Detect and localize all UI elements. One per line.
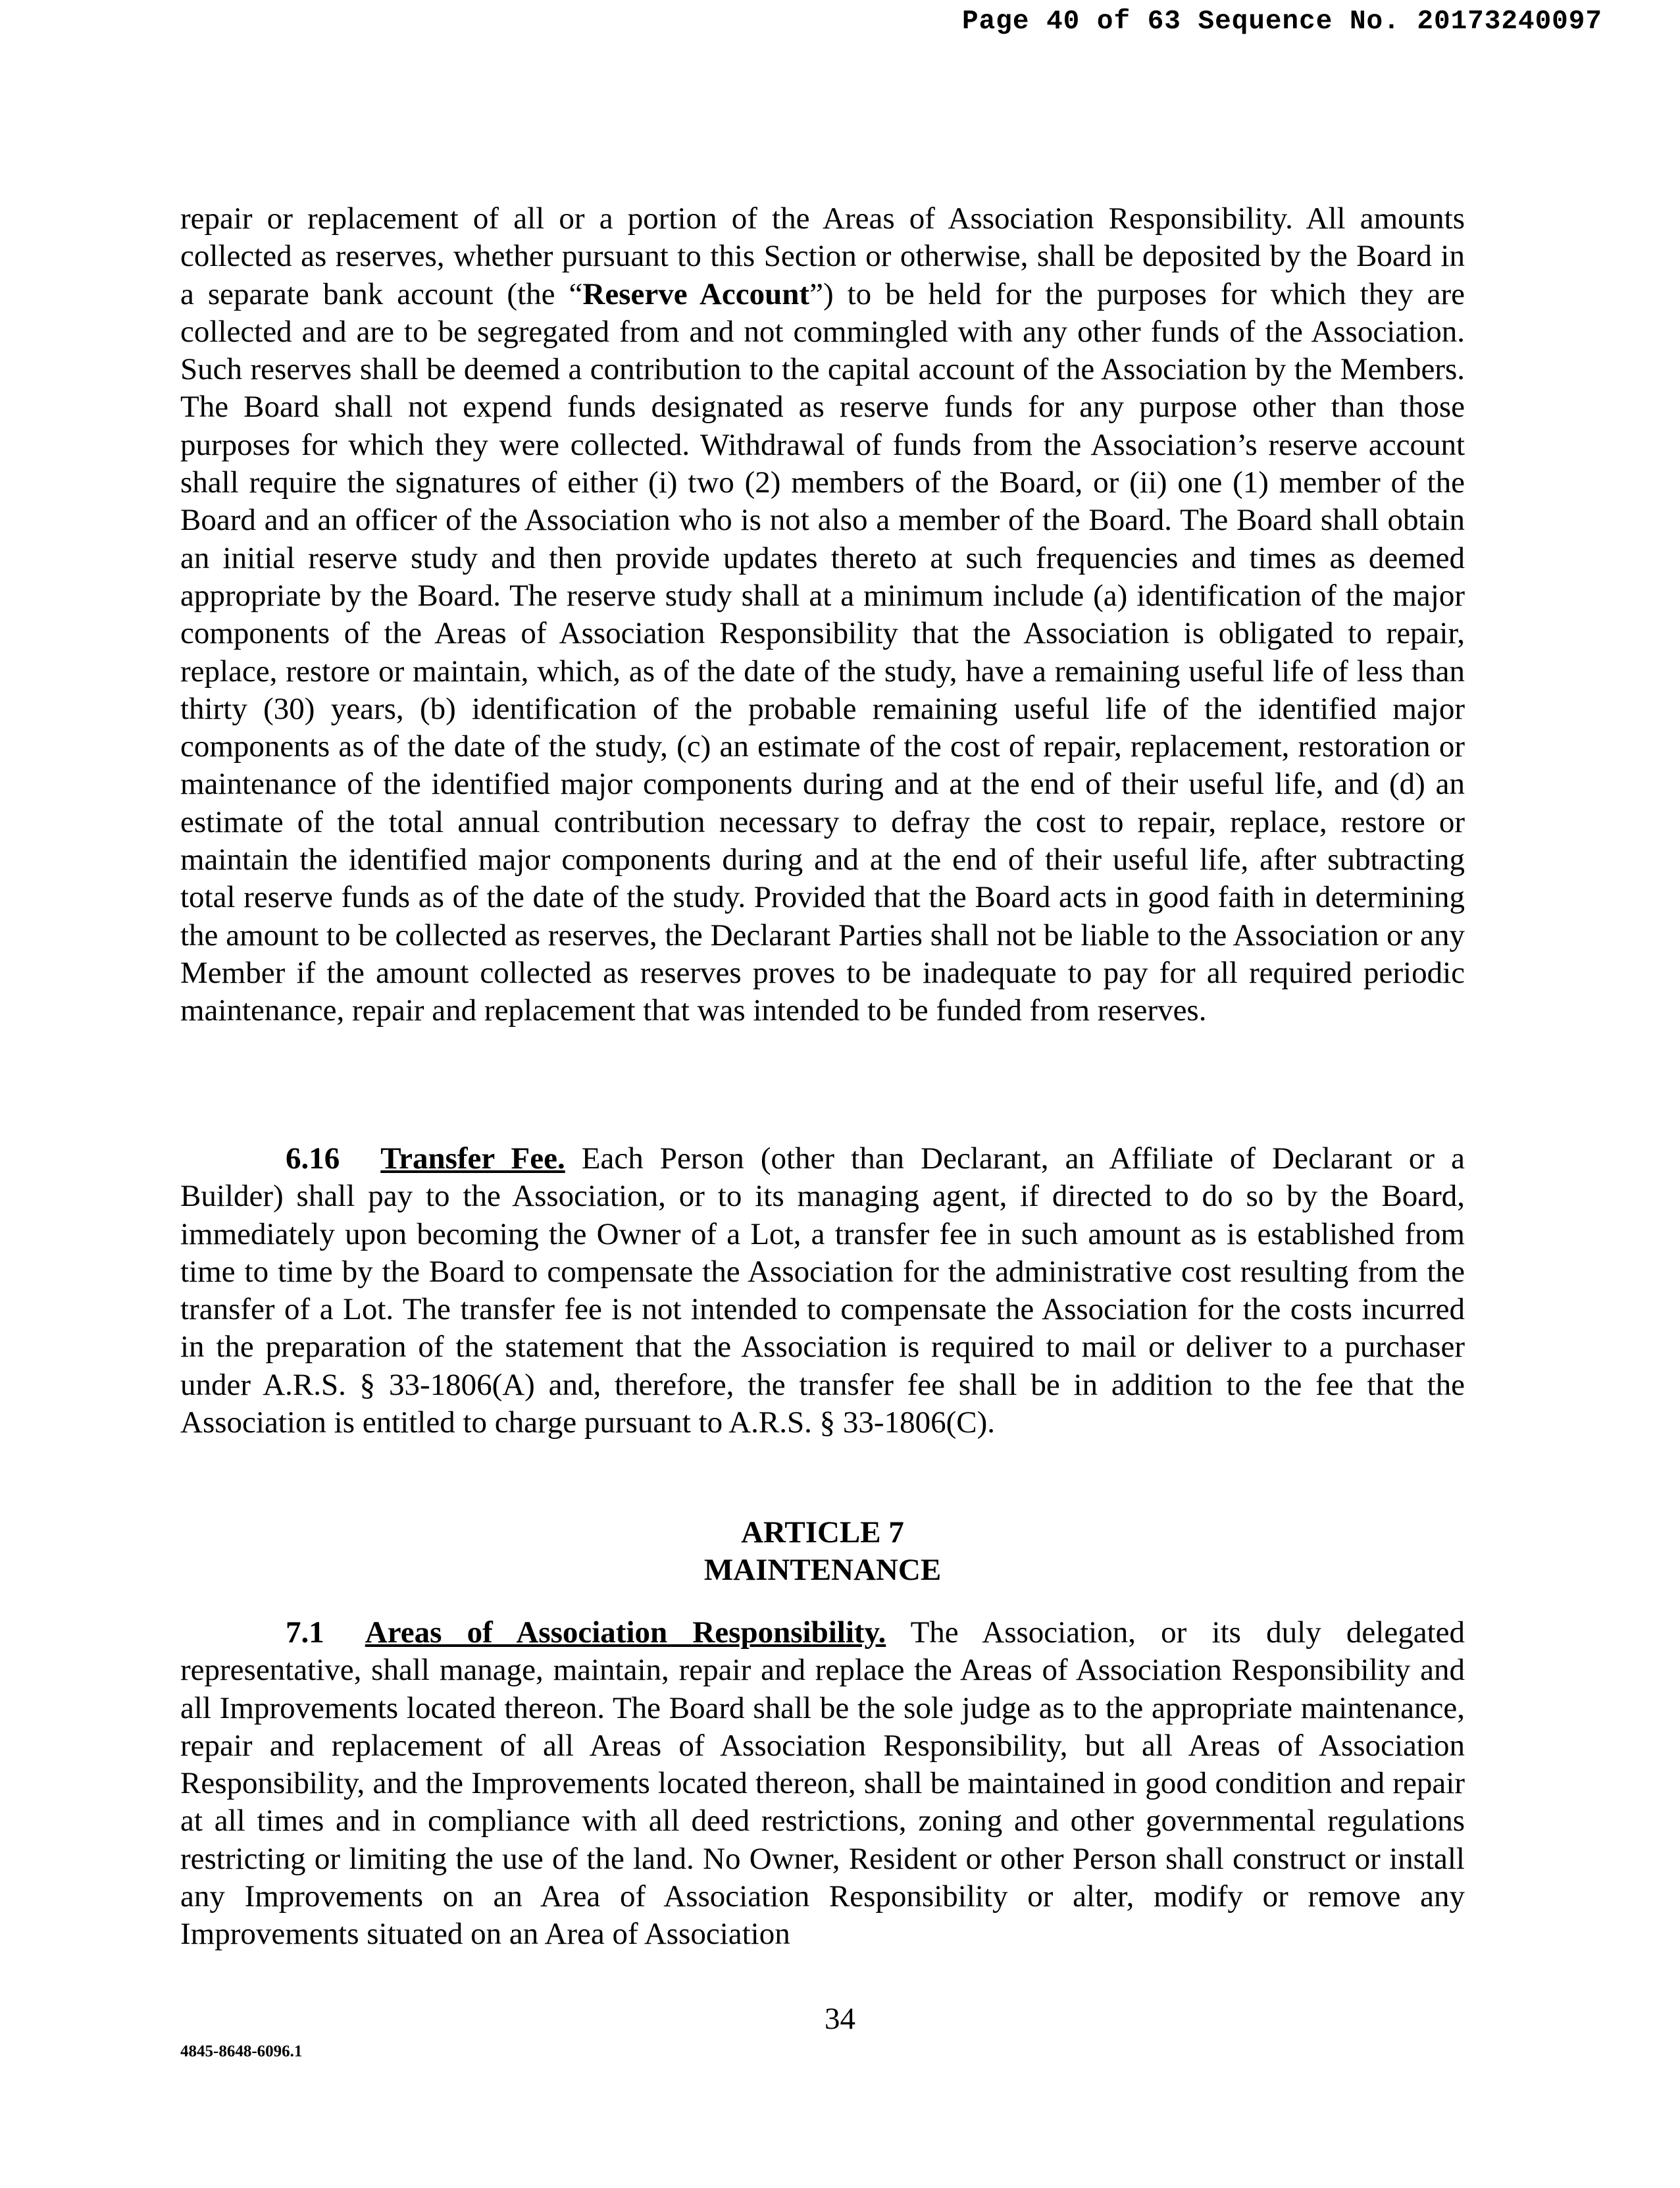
section-6-16 [180, 1140, 1465, 1442]
paragraph-text-part1: repair or replacement of all or a portion of the Areas of Association Responsibility. All amounts collected as reserves, whether pursuant to this Section or otherwise, shall be deposited by the Board in a separate bank account (the “ [180, 201, 1465, 311]
article-heading [180, 1514, 1465, 1589]
section-number: 7.1 [286, 1615, 324, 1650]
defined-term-reserve-account: Reserve Account [582, 276, 810, 311]
section-number: 6.16 [286, 1141, 340, 1176]
paragraph-text-part2: ”) to be held for the purposes for which they are collected and are to be segregated from and not commingled with any other funds of the Association. Such reserves shall be deemed a contribution to the capital account of the Association by the Members. The Board shall not expend funds designated as reserve funds for any purpose other than those purposes for which they were collected. Withdrawal of funds from the Association’s reserve account shall require the signatures of either (i) two (2) members of the Board, or (ii) one (1) member of the Board and an officer of the Association who is not also a member of the Board. The Board shall obtain an initial reserve study and then provide updates thereto at such frequencies and times as deemed appropriate by the Board. The reserve study shall at a minimum include (a) identification of the major components of the Areas of Association Responsibility that the Association is obligated to repair, replace, restore or maintain, which, as of the date of the study, have a remaining useful life of less than thirty (30) years, (b) identification of the probable remaining useful life of the identified major components as of the date of the study, (c) an estimate of the cost of repair, replacement, restoration or maintenance of the identified major components during and at the end of their useful life, and (d) an estimate of the total annual contribution necessary to defray the cost to repair, replace, restore or maintain the identified major components during and at the end of their useful life, after subtracting total reserve funds as of the date of the study. Provided that the Board acts in good faith in determining the amount to be collected as reserves, the Declarant Parties shall not be liable to the Association or any Member if the amount collected as reserves proves to be inadequate to pay for all required periodic maintenance, repair and replacement that was intended to be funded from reserves. [180, 276, 1465, 1028]
section-text: Each Person (other than Declarant, an Affiliate of Declarant or a Builder) shall pay to the Association, or to its managing agent, if directed to do so by the Board, immediately upon becoming the Owner of a Lot, a transfer fee in such amount as is established from time to time by the Board to compensate the Association for the administrative cost resulting from the transfer of a Lot. The transfer fee is not intended to compensate the Association for the costs incurred in the preparation of the statement that the Association is required to mail or deliver to a purchaser under A.R.S. § 33-1806(A) and, therefore, the transfer fee shall be in addition to the fee that the Association is entitled to charge pursuant to A.R.S. § 33-1806(C). [180, 1141, 1465, 1440]
article-title: MAINTENANCE [703, 1553, 942, 1587]
article-number: ARTICLE 7 [741, 1515, 904, 1550]
page-number: 34 [825, 2002, 855, 2036]
page-sequence-header: Page 40 of 63 Sequence No. 20173240097 [962, 7, 1602, 37]
document-id: 4845-8648-6096.1 [180, 2043, 303, 2060]
section-title: Transfer Fee. [380, 1141, 565, 1176]
section-text: The Association, or its duly delegated representative, shall manage, maintain, repair and replace the Areas of Association Responsibility and all Improvements located thereon. The Board shall be the sole judge as to the appropriate maintenance, repair and replacement of all Areas of Association Responsibility, but all Areas of Association Responsibility, and the Improvements located thereon, shall be maintained in good condition and repair at all times and in compliance with all deed restrictions, zoning and other governmental regulations restricting or limiting the use of the land. No Owner, Resident or other Person shall construct or install any Improvements on an Area of Association Responsibility or alter, modify or remove any Improvements situated on an Area of Association [180, 1615, 1465, 1952]
reserve-account-paragraph [180, 200, 1465, 1030]
section-7-1 [180, 1614, 1465, 1954]
section-title: Areas of Association Responsibility. [365, 1615, 886, 1650]
